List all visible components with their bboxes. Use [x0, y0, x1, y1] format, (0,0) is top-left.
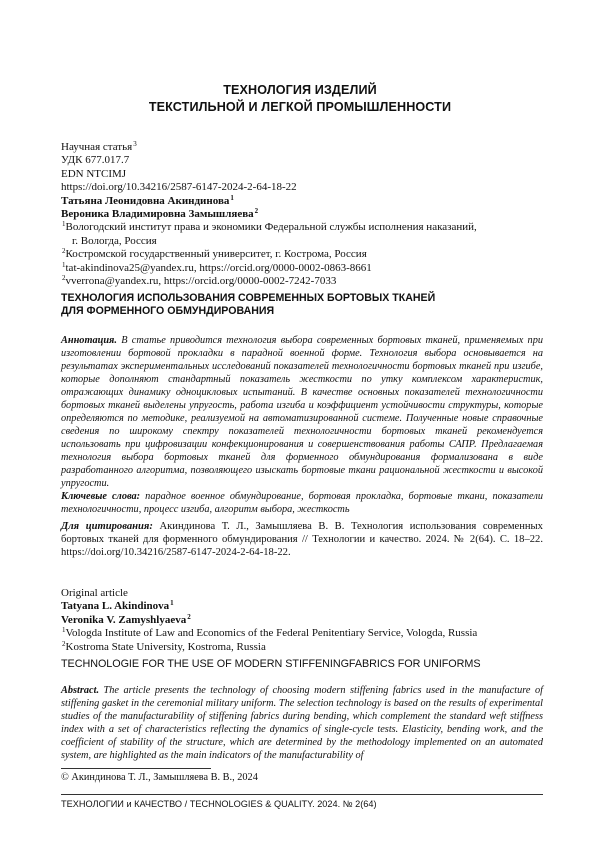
author-en-1: Tatyana L. Akindinova — [61, 600, 170, 613]
citation-label: Для цитирования: — [61, 521, 153, 532]
article-title-ru — [61, 292, 543, 318]
section-heading-line1: ТЕХНОЛОГИЯ ИЗДЕЛИЙ — [223, 83, 377, 97]
title-ru-line1: ТЕХНОЛОГИЯ ИСПОЛЬЗОВАНИЯ СОВРЕМЕННЫХ БОРТОВЫХ ТКАНЕЙ — [61, 292, 436, 304]
abstract-en — [61, 684, 543, 762]
keywords-ru-text: парадное военное обмундирование, бортовая прокладка, бортовые ткани, показатели технологичности, процесс изгиба, алгоритм выбора, жесткость — [61, 491, 543, 515]
udk: УДК 677.017.7 — [61, 154, 130, 167]
affil-en-1: Vologda Institute of Law and Economics of the Federal Penitentiary Service, Vologda, Russia — [65, 627, 478, 640]
affiliations-ru — [61, 221, 543, 288]
keywords-ru-label: Ключевые слова: — [61, 491, 141, 502]
abstract-ru-label: Аннотация. — [61, 335, 117, 346]
footnote-divider — [61, 768, 211, 769]
contact-2-num: 2 — [62, 274, 66, 283]
copyright: © Акиндинова Т. Л., Замышляева В. В., 2024 — [61, 772, 258, 783]
journal-section-heading — [0, 82, 600, 116]
abstract-ru — [61, 334, 543, 516]
footer-divider — [61, 794, 543, 795]
article-type-en: Original article — [61, 587, 128, 599]
affil-en-1-num: 1 — [62, 626, 66, 635]
affil-en-2: Kostroma State University, Kostroma, Russia — [65, 640, 266, 653]
affil-ru-1-city: г. Вологда, Россия — [72, 234, 157, 247]
affil-en-2-num: 2 — [62, 639, 66, 648]
section-heading-line2: ТЕКСТИЛЬНОЙ И ЛЕГКОЙ ПРОМЫШЛЕННОСТИ — [148, 100, 452, 114]
doi-link[interactable]: https://doi.org/10.34216/2587-6147-2024-2-64-18-22 — [61, 181, 297, 194]
affil-ru-2-num: 2 — [62, 247, 66, 256]
author-ru-1-note: 1 — [230, 193, 234, 202]
article-type-note: 3 — [133, 140, 137, 148]
author-ru-1: Татьяна Леонидовна Акиндинова — [61, 194, 230, 207]
author-ru-2: Вероника Владимировна Замышляева — [61, 208, 254, 221]
contact-1[interactable]: tat-akindinova25@yandex.ru, https://orcid.org/0000-0002-0863-8661 — [65, 261, 372, 274]
article-type: Научная статья — [61, 141, 133, 153]
contact-1-num: 1 — [62, 260, 66, 269]
author-en-1-note: 1 — [170, 599, 174, 608]
article-title-en: TECHNOLOGIE FOR THE USE OF MODERN STIFFENINGFABRICS FOR UNIFORMS — [61, 658, 481, 670]
citation — [61, 520, 543, 560]
affil-ru-1-num: 1 — [62, 220, 66, 229]
author-ru-2-note: 2 — [254, 207, 259, 216]
english-meta — [61, 587, 543, 654]
abstract-en-text: The article presents the technology of choosing modern stiffening fabrics used in the manufacture of stiffening gasket in the ceremonial military uniform. The selection technology is based on the results of experimental studies of the manufacturability of stiffening fabrics during bending, which complement the standard weft stiffness index with a set of characteristics reflecting the dynamics of single-cycle tests. Elasticity, bending work, and the coefficient of stability of the structure, which are determined by the methodology implemented on an automated system, are highlighted as the main indicators of the manufacturability of — [61, 685, 543, 761]
contact-2[interactable]: vverrona@yandex.ru, https://orcid.org/0000-0002-7242-7033 — [65, 275, 337, 288]
title-ru-line2: ДЛЯ ФОРМЕННОГО ОБМУНДИРОВАНИЯ — [61, 305, 275, 317]
edn: EDN NTCIMJ — [61, 167, 127, 180]
affil-ru-2: Костромской государственный университет, г. Кострома, Россия — [65, 248, 367, 261]
running-footer: ТЕХНОЛОГИИ и КАЧЕСТВО / TECHNOLOGIES & QUALITY. 2024. № 2(64) — [61, 799, 377, 809]
citation-text: Акиндинова Т. Л., Замышляева В. В. Технология использования современных бортовых тканей для форменного обмундирования // Технологии и качество. 2024. № 2(64). С. 18–22. https://doi.org/10.34216/2587-6147-2024-2-64-18-22. — [61, 521, 543, 559]
abstract-ru-text: В статье приводится технология выбора современных бортовых тканей, применяемых при изготовлении бортовой прокладки в парадной военной форме. Технология выбора основывается на результатах экспериментальных исследований показателей технологичности бортовых тканей при изгибе, которые дополняют стандартный показатель жесткости по утку комплексом характеристик, отражающих динамику одноцикловых испытаний. В качестве основных показателей технологичности бортовых тканей выделены упругость, работа изгиба и коэффициент устойчивости структуры, которые определяются по методике, реализуемой на автоматизированной системе. Полученные новые справочные сведения по широкому спектру показателей технологичности бортовых тканей рекомендуется использовать при цифровизации конфекционирования и совершенствования работы САПР. Предлагаемая технология выбора бортовых тканей для форменного обмундирования формализована в виде разработанного алгоритма, позволяющего изыскать бортовые ткани рациональной жесткости и высокой упругости. — [61, 335, 543, 489]
author-en-2-note: 2 — [187, 612, 191, 621]
article-meta — [61, 141, 543, 288]
author-en-2: Veronika V. Zamyshlyaeva — [61, 613, 187, 626]
abstract-en-label: Abstract. — [61, 685, 100, 696]
affil-ru-1: Вологодский институт права и экономики Федеральной службы исполнения наказаний, — [65, 221, 477, 234]
